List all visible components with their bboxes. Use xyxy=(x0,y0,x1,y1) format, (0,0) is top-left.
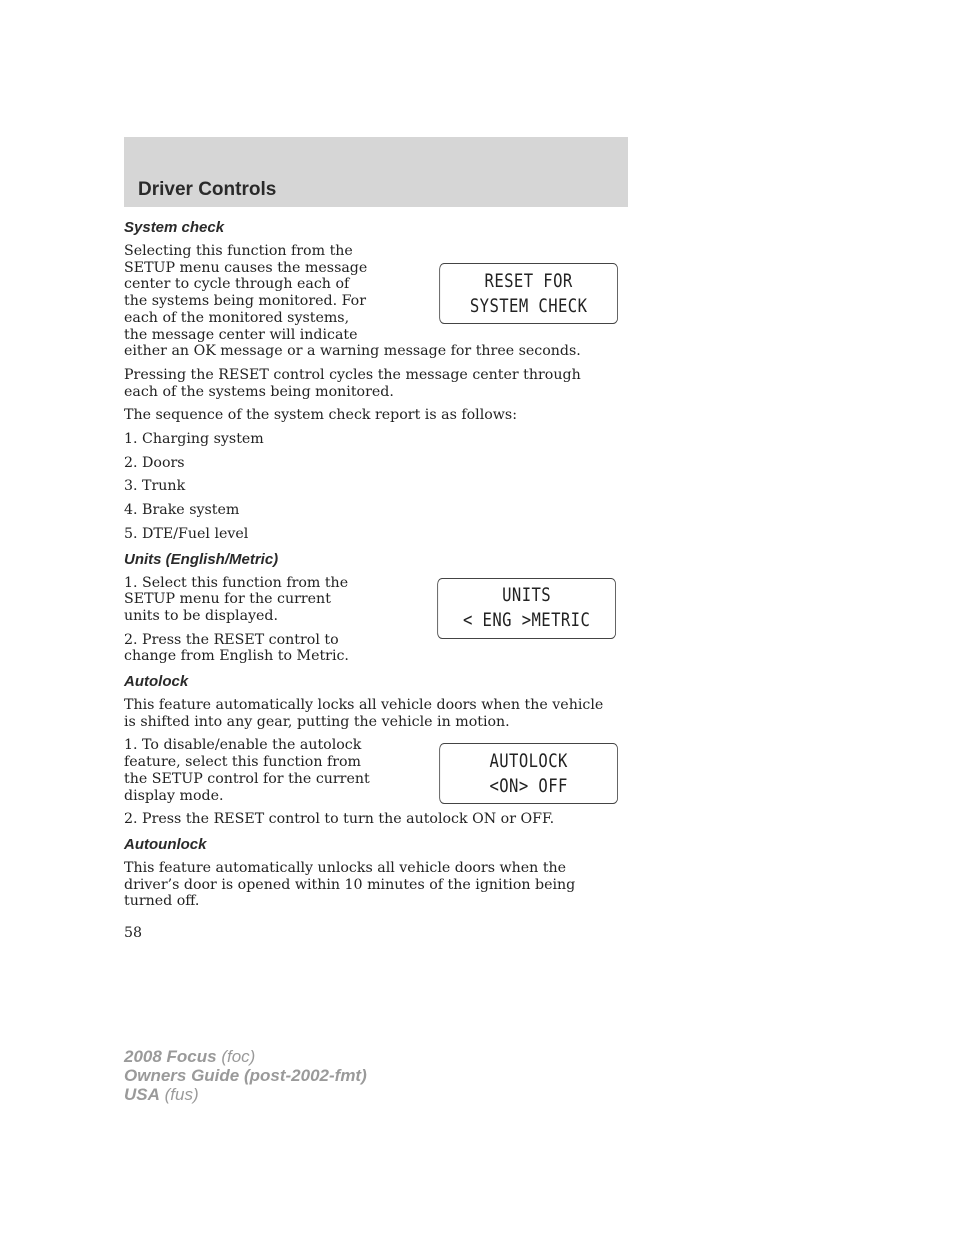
list-item: 4. Brake system xyxy=(124,502,240,519)
display-line-1: RESET FOR xyxy=(484,269,573,292)
footer-model-code: (foc) xyxy=(221,1047,256,1066)
display-line-2: <ON> OFF xyxy=(489,774,568,797)
footer-guide: Owners Guide (post-2002-fmt) xyxy=(124,1066,367,1085)
units-step-2: 2. Press the RESET control to change from English to Metric. xyxy=(124,631,349,665)
system-check-paragraph-3: The sequence of the system check report is as follows: xyxy=(124,407,517,424)
system-check-paragraph-2: Pressing the RESET control cycles the message center through each of the systems being monitored. xyxy=(124,366,581,400)
display-line-1: AUTOLOCK xyxy=(489,749,568,772)
footer-model: 2008 Focus xyxy=(124,1047,217,1066)
page-content xyxy=(124,218,618,917)
display-autolock xyxy=(439,743,618,804)
units-step-1: 1. Select this function from the SETUP menu for the current units to be displayed. xyxy=(124,574,349,624)
autounlock-paragraph: This feature automatically unlocks all vehicle doors when the driver’s door is opened within 10 minutes of the ignition being turned off. xyxy=(124,859,576,910)
footer-line-1 xyxy=(124,1047,367,1066)
heading-autounlock: Autounlock xyxy=(124,835,207,853)
autolock-intro: This feature automatically locks all vehicle doors when the vehicle is shifted into any gear, putting the vehicle in motion. xyxy=(124,697,604,730)
list-item: 3. Trunk xyxy=(124,478,186,495)
page-number: 58 xyxy=(124,925,143,941)
display-units xyxy=(437,578,616,639)
autolock-step-2: 2. Press the RESET control to turn the autolock ON or OFF. xyxy=(124,811,555,828)
list-item: 5. DTE/Fuel level xyxy=(124,525,249,542)
document-footer xyxy=(124,1047,367,1104)
footer-line-2 xyxy=(124,1066,367,1085)
system-check-paragraph-1: Selecting this function from the SETUP menu causes the message center to cycle through each of the systems being monitored. For each of the monitored systems, the message center will indicate either an OK message or a warning message for three seconds. xyxy=(124,243,581,360)
footer-region-code: (fus) xyxy=(164,1085,199,1104)
heading-system-check: System check xyxy=(124,219,225,236)
heading-units: Units (English/Metric) xyxy=(124,550,279,568)
autolock-step-1: 1. To disable/enable the autolock feature, select this function from the SETUP control for the current display mode. xyxy=(124,737,370,804)
section-header-band xyxy=(124,137,628,207)
display-line-2: < ENG >METRIC xyxy=(462,609,591,632)
heading-autolock: Autolock xyxy=(124,673,189,691)
display-reset-for-system-check xyxy=(439,263,618,324)
footer-line-3 xyxy=(124,1085,367,1104)
footer-region: USA xyxy=(124,1085,160,1104)
section-title: Driver Controls xyxy=(138,179,277,200)
display-line-1: UNITS xyxy=(502,584,552,607)
display-line-2: SYSTEM CHECK xyxy=(469,294,588,317)
list-item: 2. Doors xyxy=(124,454,185,471)
list-item: 1. Charging system xyxy=(124,431,264,448)
